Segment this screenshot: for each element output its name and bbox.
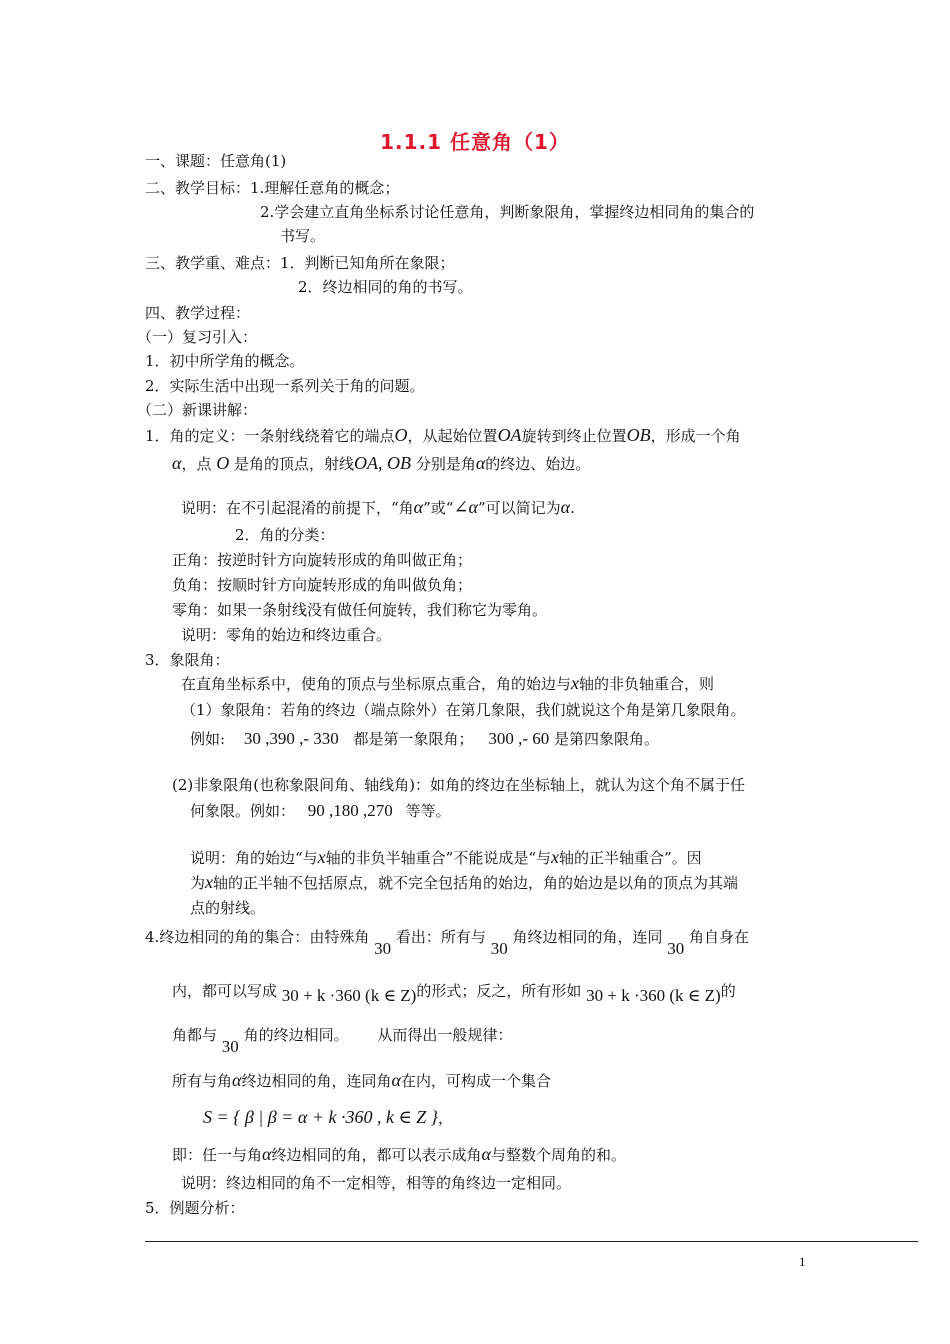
text-line: 2．角的分类： [235,526,335,544]
text-line: 三、教学重、难点：1．判断已知角所在象限； [145,254,455,272]
text-segment: 轴的正半轴不包括原点，就不完全包括角的始边，角的始边是以角的顶点为其端 [213,874,739,892]
math-30: 30 [374,939,392,958]
math-alpha: α [391,1070,401,1090]
math-coterminal-form: 30 + k ·360 (k ∈ Z) [586,986,721,1005]
page-number: 1 [799,1254,806,1269]
text-segment: ”或“ [423,499,454,517]
text-segment: ， [437,1109,453,1127]
math-x: x [317,847,326,867]
text-line [172,980,736,1005]
text-segment: 的终边、始边。 [485,455,591,473]
math-coterminal-set: S = { β | β = α + k ·360 , k ∈ Z } [203,1107,438,1127]
text-line [172,452,590,475]
text-segment: 例如: [190,730,226,748]
text-segment: 等等。 [405,802,451,820]
text-line: 零角：如果一条射线没有做任何旋转，我们称它为零角。 [172,601,548,619]
math-alpha: α [172,453,182,473]
text-segment: 看出：所有与 [395,928,486,946]
text-segment: 的形式；反之，所有形如 [416,982,582,1000]
text-segment: 即：任一与角 [172,1146,263,1164]
math-O: O [216,453,230,473]
text-segment: 内，都可以写成 [172,982,278,1000]
text-line: 说明：零角的始边和终边重合。 [181,626,392,644]
text-line: 2.学会建立直角坐标系讨论任意角，判断象限角，掌握终边相同角的集合的 [260,203,755,221]
text-segment: 角都与 [172,1026,218,1044]
text-segment: 轴的非负轴重合，则 [579,675,715,693]
math-30: 30 [490,939,508,958]
math-alpha: α [413,497,424,517]
text-segment: 角终边相同的角，连同 [512,928,663,946]
text-segment: 说明：在不引起混淆的前提下，“角 [181,499,414,517]
text-segment: 是第四象限角。 [554,730,660,748]
text-segment: 轴的非负半轴重合”不能说成是“与 [325,849,552,867]
text-line [172,1069,551,1092]
text-segment: ，从起始位置 [407,427,498,445]
text-line: 说明：终边相同的角不一定相等，相等的角终边一定相同。 [181,1174,572,1192]
formula-line [203,1106,453,1129]
text-line [145,926,750,958]
text-segment: . [570,499,575,517]
text-segment: ，形成一个角 [650,427,741,445]
text-segment: 4.终边相同的角的集合：由特殊角 [145,928,370,946]
text-line: （1）象限角：若角的终边（端点除外）在第几象限，我们就说这个角是第几象限角。 [181,701,746,719]
text-line: 正角：按逆时针方向旋转形成的角叫做正角； [172,551,473,569]
text-segment: 何象限。例如： [190,802,296,820]
math-angle-alpha: ∠α [453,497,478,517]
math-x: x [571,673,580,693]
math-example-first-quadrant: 30 ,390 ,- 330 [243,729,339,748]
math-alpha: α [481,1144,491,1164]
text-line: 四、教学过程： [145,304,251,322]
text-line [181,496,575,519]
math-alpha: α [475,453,486,473]
text-line: 3．象限角： [145,651,230,669]
text-segment: 终边相同的角，连同角 [241,1072,392,1090]
math-coterminal-form: 30 + k ·360 (k ∈ Z) [281,986,417,1005]
page-title: 1.1.1 任意角（1） [380,130,570,154]
text-line: 2．终边相同的角的书写。 [298,278,473,296]
text-segment: ，点 [181,455,212,473]
text-line [181,672,714,695]
text-line: (2)非象限角(也称象限间角、轴线角)：如角的终边在坐标轴上，就认为这个角不属于任 [172,776,745,794]
text-line: 二、教学目标：1.理解任意角的概念； [145,179,400,197]
math-alpha: α [560,497,571,517]
math-x: x [551,847,560,867]
text-segment: 角的终边相同。 [243,1026,349,1044]
math-example-axis-angles: 90 ,180 ,270 [307,801,393,820]
text-line [190,846,702,869]
math-x: x [205,872,214,892]
text-segment: 所有与角 [172,1072,233,1090]
text-segment: 是角的顶点，射线 [234,455,355,473]
text-segment: 分别是角 [415,455,476,473]
text-segment: ”可以简记为 [478,499,561,517]
text-segment: 轴的正半轴重合”。因 [559,849,702,867]
text-line: 负角：按顺时针方向旋转形成的角叫做负角； [172,576,473,594]
text-line: 点的射线。 [190,899,266,917]
text-segment: 为 [190,874,206,892]
text-line [190,800,451,822]
text-line [172,1024,513,1056]
text-segment: 旋转到终止位置 [521,427,627,445]
text-segment: 都是第一象限角； [353,730,474,748]
math-30: 30 [221,1037,239,1056]
text-segment: 说明：角的始边“与 [190,849,318,867]
text-segment: 在内，可构成一个集合 [400,1072,551,1090]
text-line [172,1143,626,1166]
text-line: （一）复习引入： [137,328,258,346]
text-segment: 的 [720,982,736,1000]
text-line [190,728,659,750]
text-segment: 在直角坐标系中，使角的顶点与坐标原点重合，角的始边与 [181,675,572,693]
text-segment: 终边相同的角，都可以表示成角 [271,1146,482,1164]
math-30: 30 [667,939,685,958]
math-alpha: α [262,1144,272,1164]
text-segment: 从而得出一般规律： [377,1026,513,1044]
text-line [145,424,741,447]
math-example-fourth-quadrant: 300 ,- 60 [488,729,550,748]
math-OB: OB [626,425,651,445]
text-segment: 角自身在 [689,928,750,946]
text-line: 书写。 [280,227,326,245]
text-line [190,871,738,894]
text-segment: 1．角的定义：一条射线绕着它的端点 [145,427,395,445]
text-line: 一、课题：任意角(1) [145,152,287,170]
text-line: 5．例题分析： [145,1199,245,1217]
text-segment: 与整数个周角的和。 [490,1146,626,1164]
text-line: 1．初中所学角的概念。 [145,352,305,370]
math-O: O [394,425,408,445]
footer-divider [145,1241,918,1242]
math-OA-OB: OA, OB [354,453,412,473]
math-OA: OA [497,425,522,445]
text-line: （二）新课讲解： [137,401,258,419]
text-line: 2．实际生活中出现一系列关于角的问题。 [145,377,425,395]
math-alpha: α [232,1070,242,1090]
